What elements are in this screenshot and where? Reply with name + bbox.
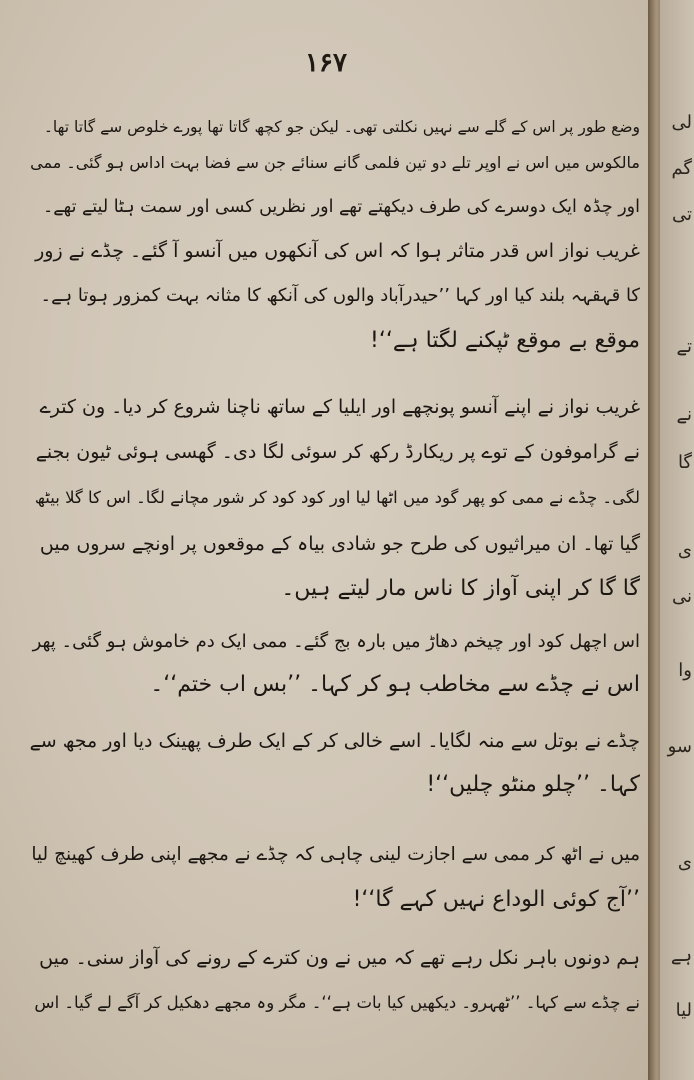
adjacent-page-fragment: گم	[671, 158, 692, 179]
adjacent-page-fragment: لی	[671, 112, 692, 133]
adjacent-page-fragment: گا	[677, 452, 692, 473]
text-line-18: ہم دونوں باہر نکل رہے تھے کہ میں نے ون کترے کے رونے کی آواز سنی۔ میں	[39, 947, 640, 969]
page-number: ١۶٧	[305, 48, 347, 78]
adjacent-page-fragment: ی	[677, 540, 692, 561]
adjacent-page-fragment: وا	[678, 660, 692, 681]
text-line-14: چڈے نے بوتل سے منہ لگایا۔ اسے خالی کر کے ایک طرف پھینک دیا اور مجھ سے	[29, 730, 640, 752]
text-line-12: اس اچھل کود اور چیخم دھاڑ میں بارہ بج گئے۔ ممی ایک دم خاموش ہو گئی۔ پھر	[32, 631, 640, 652]
text-line-7: غریب نواز نے اپنے آنسو پونچھے اور ایلیا کے ساتھ ناچنا شروع کر دیا۔ ون کترے	[39, 396, 640, 418]
adjacent-page-fragment: سو	[667, 736, 692, 757]
text-line-4: غریب نواز اس قدر متاثر ہوا کہ اس کی آنکھوں میں آنسو آ گئے۔ چڈے نے زور	[35, 240, 640, 262]
text-line-1: وضع طور پر اس کے گلے سے نہیں نکلتی تھی۔ لیکن جو کچھ گاتا تھا پورے خلوص سے گاتا تھا۔	[43, 118, 640, 136]
text-line-16: میں نے اٹھ کر ممی سے اجازت لینی چاہی کہ چڈے نے مجھے اپنی طرف کھینچ لیا	[31, 844, 640, 865]
adjacent-page-fragment: ی	[677, 852, 692, 873]
text-line-8: نے گراموفون کے توے پر ریکارڈ رکھ کر سوئی لگا دی۔ گھسی ہوئی ٹیون بجنے	[35, 441, 640, 463]
text-line-9: لگی۔ چڈے نے ممی کو پھر گود میں اٹھا لیا اور کود کود کر شور مچانے لگا۔ اس کا گلا بیٹھ	[34, 488, 640, 507]
adjacent-page-fragment: نے	[676, 404, 692, 425]
text-line-6: موقع بے موقع ٹپکنے لگتا ہے‘‘!	[370, 328, 640, 353]
adjacent-page-edge	[660, 0, 694, 1080]
text-line-5: کا قہقہہ بلند کیا اور کہا ’’حیدرآباد والوں کی آنکھ کا مثانہ بہت کمزور ہوتا ہے۔	[40, 285, 640, 306]
adjacent-page-fragment: نی	[671, 586, 692, 607]
adjacent-page-fragment: ہے	[670, 945, 692, 966]
adjacent-page-fragment: تے	[676, 336, 692, 357]
text-line-15: کہا۔ ’’چلو منٹو چلیں‘‘!	[426, 772, 640, 797]
text-line-2: مالکوس میں اس نے اوپر تلے دو تین فلمی گانے سنائے جن سے فضا بہت اداس ہو گئی۔ ممی	[30, 153, 640, 172]
text-line-3: اور چڈہ ایک دوسرے کی طرف دیکھتے تھے اور نظریں کسی اور سمت ہٹا لیتے تھے۔	[43, 197, 640, 217]
text-line-13: اس نے چڈے سے مخاطب ہو کر کہا۔ ’’بس اب ختم‘‘۔	[150, 672, 640, 697]
adjacent-page-fragment: لیا	[675, 1000, 692, 1021]
adjacent-page-fragment: تی	[671, 204, 692, 225]
text-line-19: نے چڈے سے کہا۔ ’’ٹھہرو۔ دیکھیں کیا بات ہے‘‘۔ مگر وہ مجھے دھکیل کر آگے لے گیا۔ اس	[34, 993, 640, 1012]
page-body-text	[20, 0, 640, 1080]
text-line-17: ’’آج کوئی الوداع نہیں کہے گا‘‘!	[352, 887, 640, 912]
text-line-10: گیا تھا۔ ان میراثیوں کی طرح جو شادی بیاہ کے موقعوں پر اونچے سروں میں	[39, 533, 640, 555]
text-line-11: گا گا کر اپنی آواز کا ناس مار لیتے ہیں۔	[281, 576, 640, 601]
